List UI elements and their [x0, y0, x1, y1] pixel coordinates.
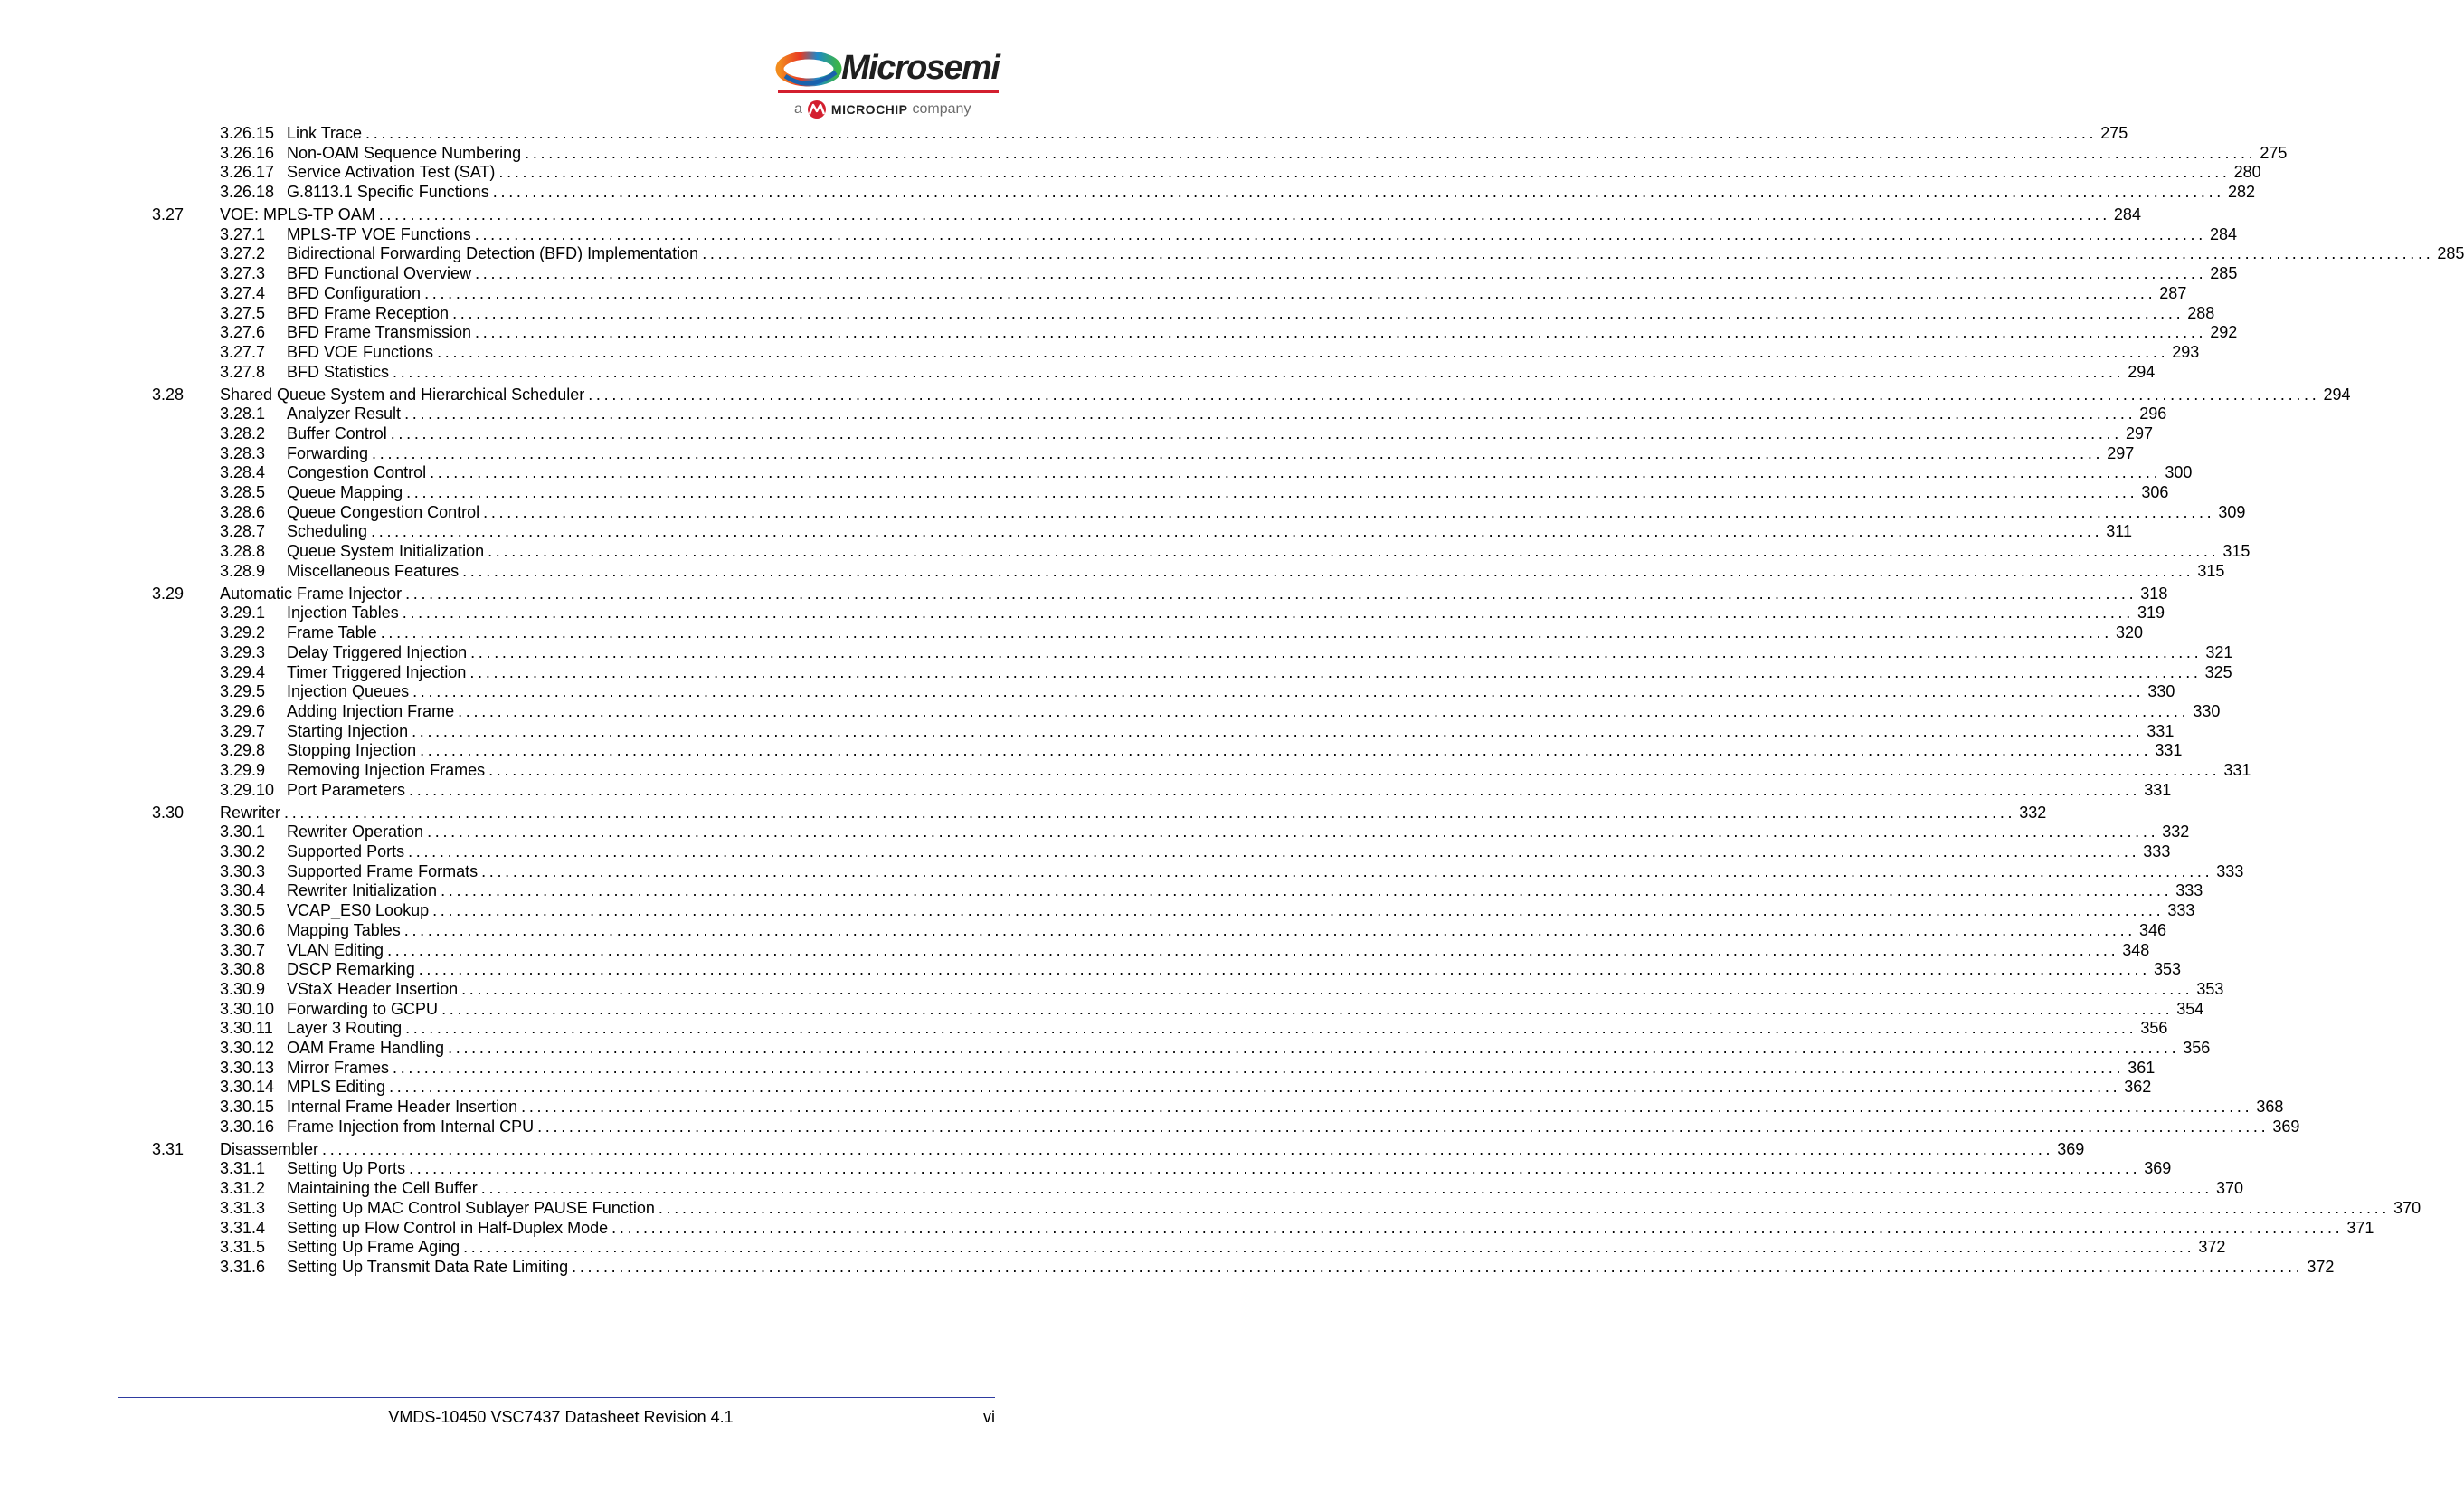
toc-leader-dots: ............................................................................................................................................................................................................................ [437, 342, 2169, 361]
toc-leader-dots: ............................................................................................................................................................................................................................ [474, 224, 2206, 243]
toc-entry[interactable] [220, 603, 2165, 623]
toc-entry-number: 3.27.1 [220, 224, 266, 243]
toc-entry[interactable] [220, 443, 2135, 464]
toc-entry-page: 333 [2175, 881, 2203, 900]
toc-leader-dots: ............................................................................................................................................................................................................................ [403, 920, 2136, 939]
toc-entry-number: 3.30.15 [220, 1098, 275, 1117]
toc-entry-title: Miscellaneous Features [287, 561, 460, 580]
toc-entry-page: 331 [2147, 721, 2175, 740]
toc-entry-number: 3.28.6 [220, 502, 266, 521]
toc-entry-number: 3.28 [152, 385, 185, 404]
toc-entry-title: MPLS Editing [287, 1078, 386, 1097]
toc-leader-dots: ............................................................................................................................................................................................................................ [389, 1078, 2121, 1097]
toc-leader-dots: ............................................................................................................................................................................................................................ [462, 561, 2194, 580]
toc-entry-page: 320 [2115, 623, 2143, 642]
toc-entry-page: 333 [2143, 842, 2171, 861]
toc-entry-title: Supported Frame Formats [287, 861, 479, 880]
toc-entry-page: 285 [2210, 264, 2238, 283]
toc-entry[interactable] [220, 740, 2183, 761]
toc-leader-dots: ............................................................................................................................................................................................................................ [521, 1098, 2253, 1117]
toc-entry-number: 3.27.2 [220, 244, 266, 263]
toc-entry-page: 346 [2138, 920, 2167, 939]
toc-leader-dots: ............................................................................................................................................................................................................................ [322, 1139, 2054, 1158]
toc-leader-dots: ............................................................................................................................................................................................................................ [430, 463, 2162, 482]
toc-entry-number: 3.28.5 [220, 483, 266, 501]
toc-leader-dots: ............................................................................................................................................................................................................................ [458, 701, 2190, 720]
toc-entry-number: 3.31.3 [220, 1198, 266, 1217]
toc-entry[interactable] [220, 1257, 2335, 1278]
toc-entry-title: Frame Table [287, 623, 377, 642]
toc-entry-page: 315 [2222, 542, 2251, 561]
toc-leader-dots: ............................................................................................................................................................................................................................ [393, 362, 2125, 381]
toc-entry-title: Setting up Flow Control in Half-Duplex Mode [287, 1218, 609, 1237]
toc-entry-title: Rewriter [220, 803, 281, 822]
toc-entry-number: 3.28.4 [220, 463, 266, 482]
toc-entry-number: 3.29.6 [220, 701, 266, 720]
toc-entry-page: 331 [2223, 761, 2251, 779]
toc-entry-title: Shared Queue System and Hierarchical Scheduler [220, 385, 585, 404]
toc-leader-dots: ............................................................................................................................................................................................................................ [371, 522, 2103, 541]
toc-entry[interactable] [220, 362, 2156, 383]
toc-entry-page: 285 [2437, 244, 2464, 263]
toc-entry[interactable] [220, 623, 2143, 643]
toc-leader-dots: ............................................................................................................................................................................................................................ [702, 244, 2434, 263]
toc-entry-number: 3.26.15 [220, 124, 275, 142]
toc-entry-number: 3.29.10 [220, 780, 275, 799]
toc-entry[interactable] [220, 681, 2175, 702]
toc-entry-number: 3.27.5 [220, 303, 266, 322]
toc-entry-number: 3.31.6 [220, 1257, 266, 1276]
toc-leader-dots: ............................................................................................................................................................................................................................ [402, 604, 2134, 623]
toc-entry[interactable] [220, 502, 2246, 523]
toc-entry-page: 315 [2197, 561, 2225, 580]
toc-entry-number: 3.27.6 [220, 323, 266, 342]
toc-leader-dots: ............................................................................................................................................................................................................................ [387, 940, 2119, 959]
toc-entry-title: Layer 3 Routing [287, 1019, 403, 1038]
toc-entry-page: 354 [2176, 999, 2204, 1018]
toc-entry-page: 280 [2233, 163, 2261, 182]
toc-leader-dots: ............................................................................................................................................................................................................................ [452, 303, 2184, 322]
toc-leader-dots: ............................................................................................................................................................................................................................ [372, 443, 2104, 462]
toc-entry[interactable] [152, 385, 2351, 405]
toc-entry-title: OAM Frame Handling [287, 1039, 445, 1057]
toc-entry-title: Delay Triggered Injection [287, 642, 468, 661]
toc-entry[interactable] [220, 342, 2200, 363]
toc-entry-number: 3.27.4 [220, 283, 266, 302]
toc-entry-number: 3.30.10 [220, 999, 275, 1018]
toc-leader-dots: ............................................................................................................................................................................................................................ [475, 264, 2207, 283]
toc-entry-title: Forwarding [287, 443, 369, 462]
toc-entry-number: 3.30.2 [220, 842, 266, 861]
toc-entry-title: G.8113.1 Specific Functions [287, 183, 489, 202]
toc-entry-number: 3.30.12 [220, 1039, 275, 1057]
toc-leader-dots: ............................................................................................................................................................................................................................ [658, 1198, 2391, 1217]
toc-entry-title: Congestion Control [287, 463, 427, 482]
toc-entry-number: 3.30.8 [220, 960, 266, 979]
footer-document-title: VMDS-10450 VSC7437 Datasheet Revision 4.1 [388, 1408, 734, 1426]
toc-entry-title: VStaX Header Insertion [287, 979, 459, 998]
toc-leader-dots: ............................................................................................................................................................................................................................ [492, 183, 2225, 202]
toc-entry[interactable] [220, 1077, 2152, 1098]
toc-entry-page: 292 [2210, 323, 2238, 342]
toc-entry-title: DSCP Remarking [287, 960, 415, 979]
toc-entry-number: 3.29.5 [220, 682, 266, 701]
toc-entry-page: 353 [2196, 979, 2224, 998]
toc-entry[interactable] [220, 423, 2153, 444]
toc-entry[interactable] [220, 404, 2167, 424]
toc-entry-number: 3.28.2 [220, 423, 266, 442]
toc-entry-page: 321 [2205, 642, 2233, 661]
toc-entry-page: 331 [2155, 741, 2183, 760]
toc-entry[interactable] [220, 162, 2261, 183]
toc-entry-page: 368 [2256, 1098, 2284, 1117]
toc-leader-dots: ............................................................................................................................................................................................................................ [390, 423, 2122, 442]
toc-leader-dots: ............................................................................................................................................................................................................................ [470, 642, 2203, 661]
toc-entry-title: Injection Queues [287, 682, 410, 701]
toc-leader-dots: ............................................................................................................................................................................................................................ [488, 761, 2221, 779]
toc-leader-dots: ............................................................................................................................................................................................................................ [525, 143, 2257, 162]
toc-entry-number: 3.26.18 [220, 183, 275, 202]
toc-leader-dots: ............................................................................................................................................................................................................................ [424, 283, 2156, 302]
toc-entry-number: 3.30.7 [220, 940, 266, 959]
toc-entry-title: Rewriter Initialization [287, 881, 438, 900]
toc-entry[interactable] [220, 662, 2232, 683]
toc-leader-dots: ............................................................................................................................................................................................................................ [284, 803, 2016, 822]
toc-leader-dots: ............................................................................................................................................................................................................................ [481, 861, 2213, 880]
toc-leader-dots: ............................................................................................................................................................................................................................ [418, 960, 2150, 979]
toc-entry-page: 370 [2393, 1198, 2421, 1217]
toc-entry-number: 3.31.5 [220, 1238, 266, 1257]
toc-leader-dots: ............................................................................................................................................................................................................................ [469, 662, 2202, 681]
toc-entry-title: Stopping Injection [287, 741, 417, 760]
toc-entry-number: 3.30.13 [220, 1058, 275, 1077]
toc-entry[interactable] [220, 561, 2225, 582]
toc-entry[interactable] [220, 541, 2251, 562]
toc-leader-dots: ............................................................................................................................................................................................................................ [393, 1058, 2125, 1077]
toc-entry-number: 3.30.3 [220, 861, 266, 880]
toc-entry-title: Disassembler [220, 1139, 319, 1158]
toc-entry-page: 306 [2141, 483, 2169, 501]
toc-entry[interactable] [220, 322, 2238, 343]
toc-entry-title: Injection Tables [287, 604, 399, 623]
toc-entry-title: VLAN Editing [287, 940, 384, 959]
toc-entry-title: BFD VOE Functions [287, 342, 434, 361]
toc-entry-page: 371 [2346, 1218, 2374, 1237]
toc-entry[interactable] [220, 642, 2233, 663]
toc-entry-number: 3.31.1 [220, 1159, 266, 1178]
tagline-prefix: a [794, 101, 802, 117]
toc-entry-page: 311 [2106, 522, 2132, 541]
toc-leader-dots: ............................................................................................................................................................................................................................ [404, 404, 2137, 423]
toc-entry[interactable] [220, 521, 2132, 542]
toc-entry-page: 332 [2019, 803, 2047, 822]
toc-entry-page: 369 [2057, 1139, 2085, 1158]
toc-leader-dots: ............................................................................................................................................................................................................................ [463, 1238, 2195, 1257]
toc-entry[interactable] [220, 1038, 2211, 1059]
toc-entry-title: VOE: MPLS-TP OAM [220, 205, 375, 223]
toc-entry-number: 3.27.7 [220, 342, 266, 361]
toc-entry-number: 3.29 [152, 584, 185, 603]
toc-entry-page: 332 [2162, 823, 2190, 842]
toc-entry[interactable] [220, 701, 2221, 722]
toc-entry-title: BFD Functional Overview [287, 264, 472, 283]
toc-entry[interactable] [220, 959, 2181, 980]
toc-entry[interactable] [220, 182, 2256, 203]
toc-entry[interactable] [220, 1117, 2300, 1137]
toc-entry-number: 3.28.8 [220, 542, 266, 561]
toc-entry-page: 275 [2100, 124, 2128, 142]
toc-entry[interactable] [220, 143, 2288, 164]
toc-entry-number: 3.26.16 [220, 143, 275, 162]
toc-entry-title: Setting Up Ports [287, 1159, 406, 1178]
toc-entry-title: Setting Up Transmit Data Rate Limiting [287, 1257, 569, 1276]
toc-entry-title: Timer Triggered Injection [287, 662, 467, 681]
toc-entry-title: Removing Injection Frames [287, 761, 486, 779]
toc-entry-page: 369 [2144, 1159, 2172, 1178]
toc-entry-title: Scheduling [287, 522, 368, 541]
toc-entry-title: Queue Congestion Control [287, 502, 480, 521]
toc-leader-dots: ............................................................................................................................................................................................................................ [611, 1218, 2344, 1237]
toc-entry-title: BFD Frame Transmission [287, 323, 472, 342]
toc-entry-title: Link Trace [287, 124, 363, 142]
toc-entry[interactable] [220, 1018, 2168, 1039]
tagline-suffix: company [912, 101, 971, 117]
toc-entry-title: Port Parameters [287, 780, 406, 799]
toc-entry[interactable] [220, 303, 2215, 324]
toc-entry-page: 309 [2218, 502, 2246, 521]
toc-entry-number: 3.28.7 [220, 522, 266, 541]
toc-entry-number: 3.29.2 [220, 623, 266, 642]
toc-entry-page: 370 [2216, 1179, 2244, 1198]
footer-divider [118, 1397, 995, 1398]
toc-leader-dots: ............................................................................................................................................................................................................................ [412, 721, 2144, 740]
toc-entry-page: 284 [2113, 205, 2141, 223]
toc-entry-title: Supported Ports [287, 842, 405, 861]
toc-entry-number: 3.30.1 [220, 823, 266, 842]
toc-leader-dots: ............................................................................................................................................................................................................................ [588, 385, 2320, 404]
toc-entry-page: 325 [2204, 662, 2232, 681]
toc-entry-title: Queue Mapping [287, 483, 403, 501]
toc-entry[interactable] [220, 243, 2464, 264]
toc-leader-dots: ............................................................................................................................................................................................................................ [406, 483, 2138, 501]
toc-entry-page: 372 [2198, 1238, 2226, 1257]
toc-entry-number: 3.29.7 [220, 721, 266, 740]
toc-entry-title: Service Activation Test (SAT) [287, 163, 496, 182]
toc-entry[interactable] [220, 1218, 2374, 1239]
toc-entry-title: Automatic Frame Injector [220, 584, 403, 603]
toc-entry-title: Setting Up MAC Control Sublayer PAUSE Function [287, 1198, 655, 1217]
toc-entry-page: 348 [2122, 940, 2150, 959]
toc-entry-page: 356 [2140, 1019, 2168, 1038]
toc-entry[interactable] [152, 803, 2047, 823]
toc-entry[interactable] [220, 842, 2171, 862]
toc-entry[interactable] [220, 861, 2244, 882]
toc-entry[interactable] [220, 920, 2167, 941]
toc-entry[interactable] [220, 721, 2175, 742]
toc-entry-page: 282 [2228, 183, 2256, 202]
toc-entry[interactable] [220, 1178, 2244, 1199]
toc-leader-dots: ............................................................................................................................................................................................................................ [572, 1257, 2304, 1276]
toc-leader-dots: ............................................................................................................................................................................................................................ [405, 1019, 2137, 1038]
toc-entry-number: 3.27.3 [220, 264, 266, 283]
toc-entry-page: 300 [2165, 463, 2193, 482]
toc-entry-number: 3.29.4 [220, 662, 266, 681]
toc-entry-number: 3.29.8 [220, 741, 266, 760]
toc-leader-dots: ............................................................................................................................................................................................................................ [420, 741, 2152, 760]
toc-entry-title: Analyzer Result [287, 404, 402, 423]
toc-leader-dots: ............................................................................................................................................................................................................................ [380, 623, 2112, 642]
toc-entry-title: Bidirectional Forwarding Detection (BFD) Implementation [287, 244, 699, 263]
toc-entry-number: 3.30.16 [220, 1117, 275, 1136]
toc-entry-number: 3.30.4 [220, 881, 266, 900]
toc-entry-number: 3.28.9 [220, 561, 266, 580]
toc-entry-page: 297 [2125, 423, 2153, 442]
toc-entry[interactable] [220, 1097, 2284, 1117]
toc-entry[interactable] [220, 822, 2190, 842]
toc-entry-page: 333 [2167, 901, 2195, 920]
toc-entry-title: VCAP_ES0 Lookup [287, 901, 430, 920]
toc-leader-dots: ............................................................................................................................................................................................................................ [483, 502, 2215, 521]
toc-entry-title: Internal Frame Header Insertion [287, 1098, 518, 1117]
toc-entry-number: 3.28.1 [220, 404, 266, 423]
toc-leader-dots: ............................................................................................................................................................................................................................ [378, 205, 2110, 223]
toc-leader-dots: ............................................................................................................................................................................................................................ [461, 979, 2194, 998]
toc-leader-dots: ............................................................................................................................................................................................................................ [409, 780, 2141, 799]
toc-entry-number: 3.30.14 [220, 1078, 275, 1097]
toc-leader-dots: ............................................................................................................................................................................................................................ [488, 542, 2220, 561]
toc-leader-dots: ............................................................................................................................................................................................................................ [475, 323, 2207, 342]
footer-page-number: vi [983, 1408, 995, 1426]
toc-entry-title: Maintaining the Cell Buffer [287, 1179, 478, 1198]
toc-leader-dots: ............................................................................................................................................................................................................................ [409, 1159, 2141, 1178]
toc-entry-number: 3.27.8 [220, 362, 266, 381]
toc-entry-number: 3.29.3 [220, 642, 266, 661]
toc-entry-page: 297 [2107, 443, 2135, 462]
toc-entry-number: 3.29.9 [220, 761, 266, 779]
toc-entry-number: 3.30.5 [220, 901, 266, 920]
toc-entry-title: Non-OAM Sequence Numbering [287, 143, 522, 162]
toc-entry-page: 284 [2209, 224, 2238, 243]
toc-entry-number: 3.31.4 [220, 1218, 266, 1237]
toc-entry[interactable] [220, 123, 2128, 144]
toc-leader-dots: ............................................................................................................................................................................................................................ [498, 163, 2231, 182]
toc-entry-number: 3.27 [152, 205, 185, 223]
toc-entry-number: 3.30 [152, 803, 185, 822]
toc-leader-dots: ............................................................................................................................................................................................................................ [427, 823, 2159, 842]
toc-entry-title: Mapping Tables [287, 920, 401, 939]
toc-entry[interactable] [220, 1058, 2156, 1079]
toc-entry[interactable] [152, 1139, 2085, 1160]
toc-entry-number: 3.28.3 [220, 443, 266, 462]
toc-entry[interactable] [220, 760, 2251, 781]
toc-entry-page: 296 [2139, 404, 2167, 423]
toc-entry-title: Queue System Initialization [287, 542, 485, 561]
toc-entry-page: 331 [2144, 780, 2172, 799]
toc-entry-page: 288 [2187, 303, 2215, 322]
toc-entry-page: 293 [2172, 342, 2200, 361]
toc-entry[interactable] [152, 584, 2168, 604]
toc-entry-number: 3.29.1 [220, 604, 266, 623]
toc-entry-page: 356 [2183, 1039, 2211, 1057]
toc-entry-number: 3.26.17 [220, 163, 275, 182]
toc-leader-dots: ............................................................................................................................................................................................................................ [365, 124, 2098, 142]
toc-entry-title: MPLS-TP VOE Functions [287, 224, 471, 243]
toc-leader-dots: ............................................................................................................................................................................................................................ [432, 901, 2165, 920]
toc-entry-title: Forwarding to GCPU [287, 999, 439, 1018]
toc-entry-number: 3.31 [152, 1139, 185, 1158]
toc-leader-dots: ............................................................................................................................................................................................................................ [412, 682, 2145, 701]
toc-entry-page: 294 [2323, 385, 2351, 404]
toc-entry-page: 362 [2124, 1078, 2152, 1097]
toc-leader-dots: ............................................................................................................................................................................................................................ [480, 1179, 2213, 1198]
toc-entry[interactable] [220, 1237, 2226, 1258]
toc-entry-number: 3.30.11 [220, 1019, 273, 1038]
toc-entry[interactable] [220, 940, 2150, 961]
toc-leader-dots: ............................................................................................................................................................................................................................ [537, 1117, 2270, 1136]
toc-entry[interactable] [220, 880, 2203, 901]
toc-entry-page: 319 [2137, 604, 2165, 623]
toc-entry-number: 3.31.2 [220, 1179, 266, 1198]
toc-entry-title: Starting Injection [287, 721, 409, 740]
toc-entry-title: BFD Statistics [287, 362, 390, 381]
toc-entry-title: BFD Configuration [287, 283, 422, 302]
toc-entry-page: 330 [2147, 682, 2175, 701]
toc-entry[interactable] [220, 900, 2195, 921]
toc-entry-page: 361 [2128, 1058, 2156, 1077]
toc-entry[interactable] [220, 999, 2204, 1020]
toc-entry-title: Setting Up Frame Aging [287, 1238, 460, 1257]
toc-entry[interactable] [220, 462, 2193, 483]
toc-entry-title: Frame Injection from Internal CPU [287, 1117, 535, 1136]
toc-entry-page: 275 [2260, 143, 2288, 162]
tagline-brand: MICROCHIP [830, 102, 908, 117]
toc-entry-title: Adding Injection Frame [287, 701, 455, 720]
toc-leader-dots: ............................................................................................................................................................................................................................ [448, 1039, 2180, 1057]
logo-wordmark: Microsemi [841, 49, 1000, 87]
toc-entry[interactable] [220, 1158, 2172, 1179]
toc-leader-dots: ............................................................................................................................................................................................................................ [441, 881, 2173, 900]
toc-entry-page: 353 [2153, 960, 2181, 979]
toc-entry-number: 3.30.6 [220, 920, 266, 939]
toc-entry-page: 330 [2193, 701, 2221, 720]
toc-entry[interactable] [220, 482, 2169, 503]
toc-entry[interactable] [220, 263, 2238, 284]
toc-entry[interactable] [220, 780, 2172, 801]
toc-entry[interactable] [152, 204, 2141, 225]
toc-entry-page: 318 [2140, 584, 2168, 603]
toc-leader-dots: ............................................................................................................................................................................................................................ [405, 584, 2137, 603]
toc-entry-page: 287 [2159, 283, 2187, 302]
toc-entry-title: Buffer Control [287, 423, 387, 442]
toc-entry[interactable] [220, 979, 2224, 1000]
toc-entry-title: Rewriter Operation [287, 823, 424, 842]
toc-entry-page: 294 [2128, 362, 2156, 381]
toc-leader-dots: ............................................................................................................................................................................................................................ [441, 999, 2174, 1018]
toc-entry-title: BFD Frame Reception [287, 303, 450, 322]
toc-entry-page: 333 [2216, 861, 2244, 880]
toc-entry-number: 3.30.9 [220, 979, 266, 998]
toc-entry[interactable] [220, 1198, 2421, 1219]
toc-leader-dots: ............................................................................................................................................................................................................................ [408, 842, 2140, 861]
toc-entry[interactable] [220, 283, 2187, 304]
toc-entry[interactable] [220, 224, 2238, 245]
toc-entry-page: 369 [2272, 1117, 2300, 1136]
toc-entry-page: 372 [2307, 1257, 2335, 1276]
toc-entry-title: Mirror Frames [287, 1058, 389, 1077]
